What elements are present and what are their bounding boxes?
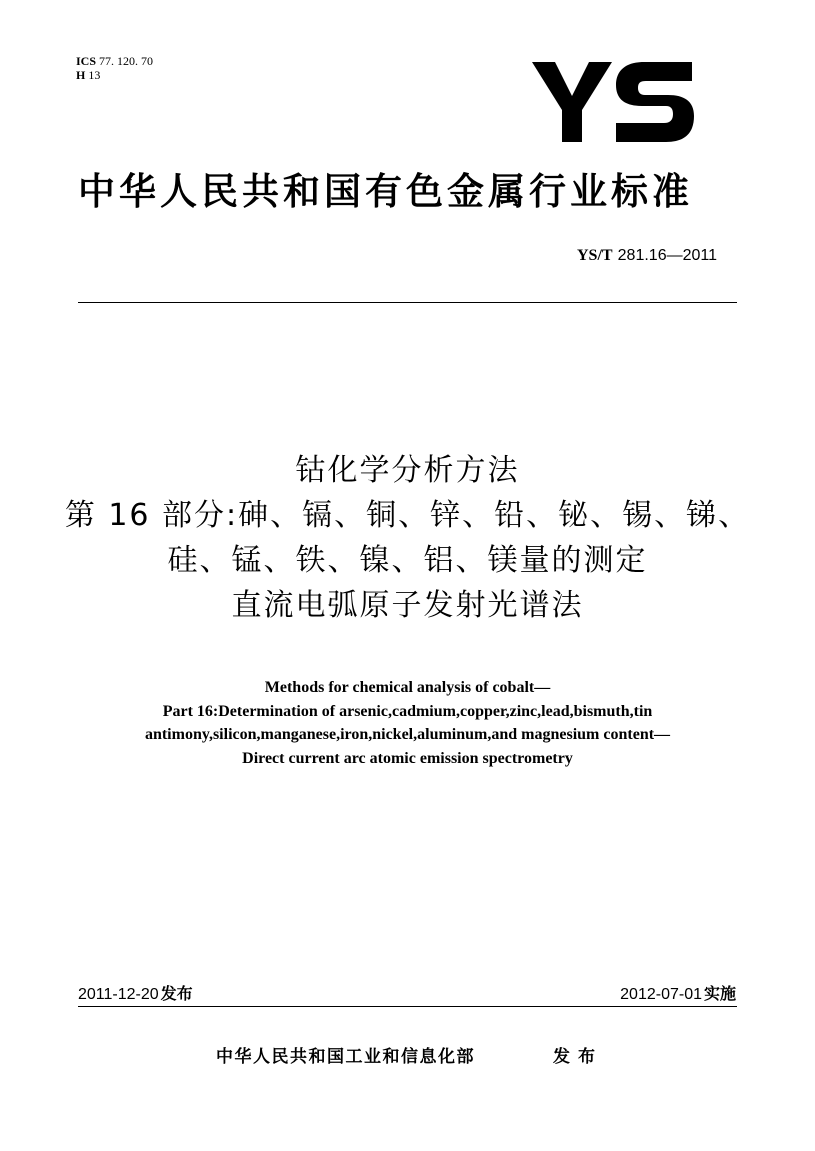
effective-date-value: 2012-07-01 [620, 986, 702, 1003]
title-zh-line1: 钴化学分析方法 [295, 453, 520, 488]
ics-value: 77. 120. 70 [99, 54, 154, 68]
title-english [40, 676, 775, 770]
classification-codes [76, 54, 153, 82]
ccs-value: 13 [88, 68, 101, 82]
effective-date-label: 实施 [703, 984, 736, 1003]
standard-code: 281.16—2011 [617, 247, 717, 264]
standard-number [577, 245, 717, 266]
issuing-authority: 中华人民共和国工业和信息化部 [216, 1047, 475, 1067]
issue-date-value: 2011-12-20 [78, 986, 159, 1003]
issue-date [78, 984, 193, 1005]
standard-prefix: YS/T [576, 247, 613, 264]
bottom-divider [78, 1006, 737, 1007]
issue-action: 发布 [553, 1047, 603, 1067]
top-divider [78, 302, 737, 303]
title-en-line2: Part 16:Determination of arsenic,cadmium,copper,zinc,lead,bismuth,tin [162, 702, 653, 720]
title-en-line4: Direct current arc atomic emission spectrometry [242, 749, 573, 767]
ys-logo-graphic [532, 52, 696, 148]
ys-logo [532, 52, 696, 148]
ics-label: ICS [76, 54, 97, 68]
title-zh-line4: 直流电弧原子发射光谱法 [231, 588, 584, 623]
title-zh-line2: 第 16 部分:砷、镉、铜、锌、铅、铋、锡、锑、 [64, 498, 751, 533]
title-en-line1: Methods for chemical analysis of cobalt— [264, 679, 551, 696]
issue-date-label: 发布 [160, 984, 193, 1003]
effective-date [620, 984, 736, 1005]
title-zh-line3: 硅、锰、铁、镍、铝、镁量的测定 [167, 543, 648, 578]
ccs-code [76, 68, 153, 82]
ics-code [76, 54, 153, 68]
title-en-line3: antimony,silicon,manganese,iron,nickel,aluminum,and magnesium content— [144, 726, 671, 743]
organization-title: 中华人民共和国有色金属行业标准 [78, 170, 693, 213]
ccs-label: H [76, 68, 86, 82]
title-chinese [40, 448, 775, 628]
